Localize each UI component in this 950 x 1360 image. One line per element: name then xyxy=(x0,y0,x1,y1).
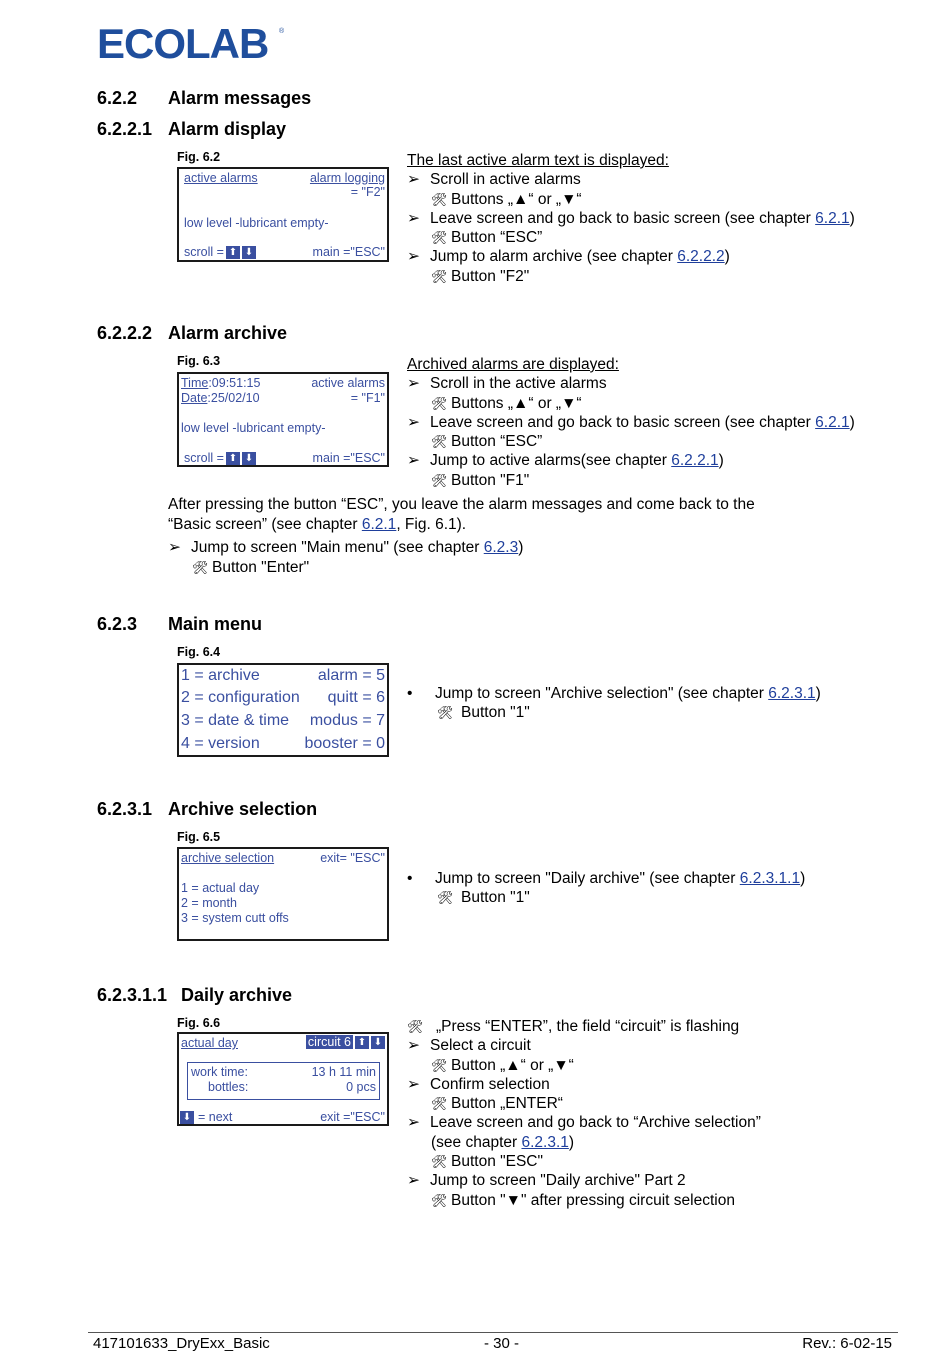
bottles-value: 0 pcs xyxy=(346,1080,376,1094)
arrow-bullet-icon: ➢ xyxy=(407,452,420,470)
work-time-label: work time: xyxy=(191,1065,248,1079)
menu-item-configuration: 2 = configuration xyxy=(181,689,300,706)
alarm-logging-label: alarm logging xyxy=(309,171,385,185)
svg-text:®: ® xyxy=(279,28,285,35)
scroll-label: scroll = ⬆ ⬇ xyxy=(184,245,256,259)
fig-6-3-description: Archived alarms are displayed: ➢ Scroll in the active alarms 🛠 Buttons „▲“ or „▼“ ➢ Leave screen and go back to basic screen (see chapter 6.2.1) 🛠 Button “ESC” ➢ Jump to active alarms(see chapter 6.2.2.1) 🛠 Button "F1" xyxy=(407,356,855,489)
tool-icon: 🛠 xyxy=(431,434,448,450)
exit-esc-label: exit= "ESC" xyxy=(320,851,385,865)
arrow-down-icon: ⬇ xyxy=(180,1111,194,1124)
date-readout: Date:25/02/10 xyxy=(181,391,260,405)
tool-icon: 🛠 xyxy=(431,191,448,207)
bullet-icon: • xyxy=(407,685,413,702)
arrow-bullet-icon: ➢ xyxy=(407,375,420,393)
fig-6-5-label: Fig. 6.5 xyxy=(177,830,221,844)
option-actual-day: 1 = actual day xyxy=(181,881,260,895)
link-chapter-6-2-3[interactable]: 6.2.3 xyxy=(483,539,519,556)
tool-icon: 🛠 xyxy=(407,1019,424,1034)
ecolab-logo xyxy=(97,24,287,62)
main-esc-label: main ="ESC" xyxy=(312,245,385,259)
menu-item-modus: modus = 7 xyxy=(309,712,385,729)
link-chapter-6-2-2-2[interactable]: 6.2.2.2 xyxy=(677,248,725,266)
fig-6-4-label: Fig. 6.4 xyxy=(177,645,221,659)
svg-text:ECOLAB: ECOLAB xyxy=(97,24,269,62)
link-chapter-6-2-3-1-1[interactable]: 6.2.3.1.1 xyxy=(739,870,801,887)
tool-icon: 🛠 xyxy=(437,705,454,721)
option-month: 2 = month xyxy=(181,896,237,910)
alarm-message: low level -lubricant empty- xyxy=(184,216,329,230)
menu-item-quitt: quitt = 6 xyxy=(327,689,385,706)
menu-item-version: 4 = version xyxy=(181,735,260,752)
time-readout: Time:09:51:15 xyxy=(181,376,261,390)
heading-alarm-display: 6.2.2.1 Alarm display xyxy=(97,119,287,139)
fig-6-5-display xyxy=(177,847,389,941)
arrow-bullet-icon: ➢ xyxy=(407,1037,420,1055)
arrow-up-icon: ⬆ xyxy=(226,246,240,259)
f2-key-label: = "F2" xyxy=(350,185,385,199)
f1-key-label: = "F1" xyxy=(350,391,385,405)
menu-item-alarm: alarm = 5 xyxy=(317,667,385,684)
arrow-up-icon: ⬆ xyxy=(355,1036,369,1049)
esc-paragraph: After pressing the button “ESC”, you leave the alarm messages and come back to the “Basic screen” (see chapter 6.2.1, Fig. 6.1). ➢ Jump to screen "Main menu" (see chapter 6.2.3) 🛠 Button "Enter" xyxy=(168,496,755,576)
footer-page-number: - 30 - xyxy=(484,1335,520,1352)
link-chapter-6-2-1[interactable]: 6.2.1 xyxy=(815,413,850,431)
main-esc-label: main ="ESC" xyxy=(312,451,385,465)
fig-6-2-display xyxy=(177,167,389,262)
tool-icon: 🛠 xyxy=(431,230,448,246)
arrow-down-icon: ⬇ xyxy=(242,452,256,465)
daily-archive-title: actual day xyxy=(181,1036,238,1050)
arrow-bullet-icon: ➢ xyxy=(407,209,420,227)
scroll-label: scroll = ⬆ ⬇ xyxy=(184,451,256,465)
tool-icon: 🛠 xyxy=(437,890,454,906)
link-chapter-6-2-1[interactable]: 6.2.1 xyxy=(815,209,850,227)
fig-6-6-label: Fig. 6.6 xyxy=(177,1016,221,1030)
next-label: ⬇ = next xyxy=(180,1110,232,1124)
tool-icon: 🛠 xyxy=(431,1154,448,1170)
tool-icon: 🛠 xyxy=(431,472,448,488)
archive-selection-title: archive selection xyxy=(181,851,275,865)
tool-icon: 🛠 xyxy=(431,1057,448,1073)
fig-6-6-display xyxy=(177,1032,389,1126)
fig-6-3-display xyxy=(177,372,389,467)
work-time-value: 13 h 11 min xyxy=(311,1065,376,1079)
link-chapter-6-2-3-1[interactable]: 6.2.3.1 xyxy=(768,685,816,702)
bottles-label: bottles: xyxy=(208,1080,249,1094)
circuit-field: circuit 6 ⬆ ⬇ xyxy=(306,1035,385,1049)
arrow-bullet-icon: ➢ xyxy=(407,413,420,431)
link-chapter-6-2-1[interactable]: 6.2.1 xyxy=(361,515,397,533)
tool-icon: 🛠 xyxy=(431,1096,448,1112)
footer-document-id: 417101633_DryExx_Basic xyxy=(93,1335,270,1352)
arrow-down-icon: ⬇ xyxy=(371,1036,385,1049)
arrow-bullet-icon: ➢ xyxy=(407,248,420,266)
arrow-bullet-icon: ➢ xyxy=(407,1114,420,1132)
footer-divider xyxy=(88,1332,898,1333)
active-alarms-label: active alarms xyxy=(311,376,385,390)
menu-item-booster: booster = 0 xyxy=(304,735,385,752)
link-chapter-6-2-2-1[interactable]: 6.2.2.1 xyxy=(671,452,719,470)
active-alarms-label: active alarms xyxy=(184,171,258,185)
tool-icon: 🛠 xyxy=(192,559,209,575)
alarm-message: low level -lubricant empty- xyxy=(181,421,326,435)
stats-box xyxy=(187,1062,380,1100)
heading-alarm-messages: 6.2.2 Alarm messages xyxy=(97,88,312,108)
menu-item-date-time: 3 = date & time xyxy=(181,712,290,729)
fig-6-6-description: 🛠 „Press “ENTER”, the field “circuit” is flashing ➢ Select a circuit 🛠 Button „▲“ or „▼“ ➢ Confirm selection 🛠 Button „ENTER“ ➢ Leave screen and go back to “Archive selection” (see chapter 6.2.3.1) 🛠 Button "ESC" ➢ Jump to screen "Daily archive" Part 2 🛠 Button "▼" after pressing circuit selection xyxy=(407,1018,761,1209)
menu-item-archive: 1 = archive xyxy=(181,667,260,684)
tool-icon: 🛠 xyxy=(431,268,448,284)
arrow-down-icon: ⬇ xyxy=(242,246,256,259)
arrow-up-icon: ⬆ xyxy=(226,452,240,465)
fig-6-2-description: The last active alarm text is displayed: ➢ Scroll in active alarms 🛠 Buttons „▲“ or „▼“ ➢ Leave screen and go back to basic screen (see chapter 6.2.1) 🛠 Button “ESC” ➢ Jump to alarm archive (see chapter 6.2.2.2) 🛠 Button "F2" xyxy=(407,152,855,285)
arrow-bullet-icon: ➢ xyxy=(407,1172,420,1190)
heading-daily-archive: 6.2.3.1.1 Daily archive xyxy=(97,985,293,1005)
heading-alarm-archive: 6.2.2.2 Alarm archive xyxy=(97,323,288,343)
heading-archive-selection: 6.2.3.1 Archive selection xyxy=(97,799,318,819)
arrow-bullet-icon: ➢ xyxy=(407,171,420,189)
tool-icon: 🛠 xyxy=(431,395,448,411)
option-system-cutt-offs: 3 = system cutt offs xyxy=(181,911,289,925)
fig-6-4-display xyxy=(177,663,389,757)
link-chapter-6-2-3-1[interactable]: 6.2.3.1 xyxy=(521,1133,569,1151)
fig-6-2-label: Fig. 6.2 xyxy=(177,150,221,164)
fig-6-4-description: • Jump to screen "Archive selection" (see chapter 6.2.3.1) 🛠 Button "1" xyxy=(407,685,821,722)
heading-main-menu: 6.2.3 Main menu xyxy=(97,614,263,634)
arrow-bullet-icon: ➢ xyxy=(168,539,181,556)
bullet-icon: • xyxy=(407,870,413,887)
tool-icon: 🛠 xyxy=(431,1192,448,1208)
exit-esc-label: exit ="ESC" xyxy=(320,1110,385,1124)
fig-6-3-label: Fig. 6.3 xyxy=(177,354,221,368)
fig-6-5-description: • Jump to screen "Daily archive" (see chapter 6.2.3.1.1) 🛠 Button "1" xyxy=(407,870,806,907)
arrow-bullet-icon: ➢ xyxy=(407,1075,420,1093)
footer-revision: Rev.: 6-02-15 xyxy=(802,1335,892,1352)
